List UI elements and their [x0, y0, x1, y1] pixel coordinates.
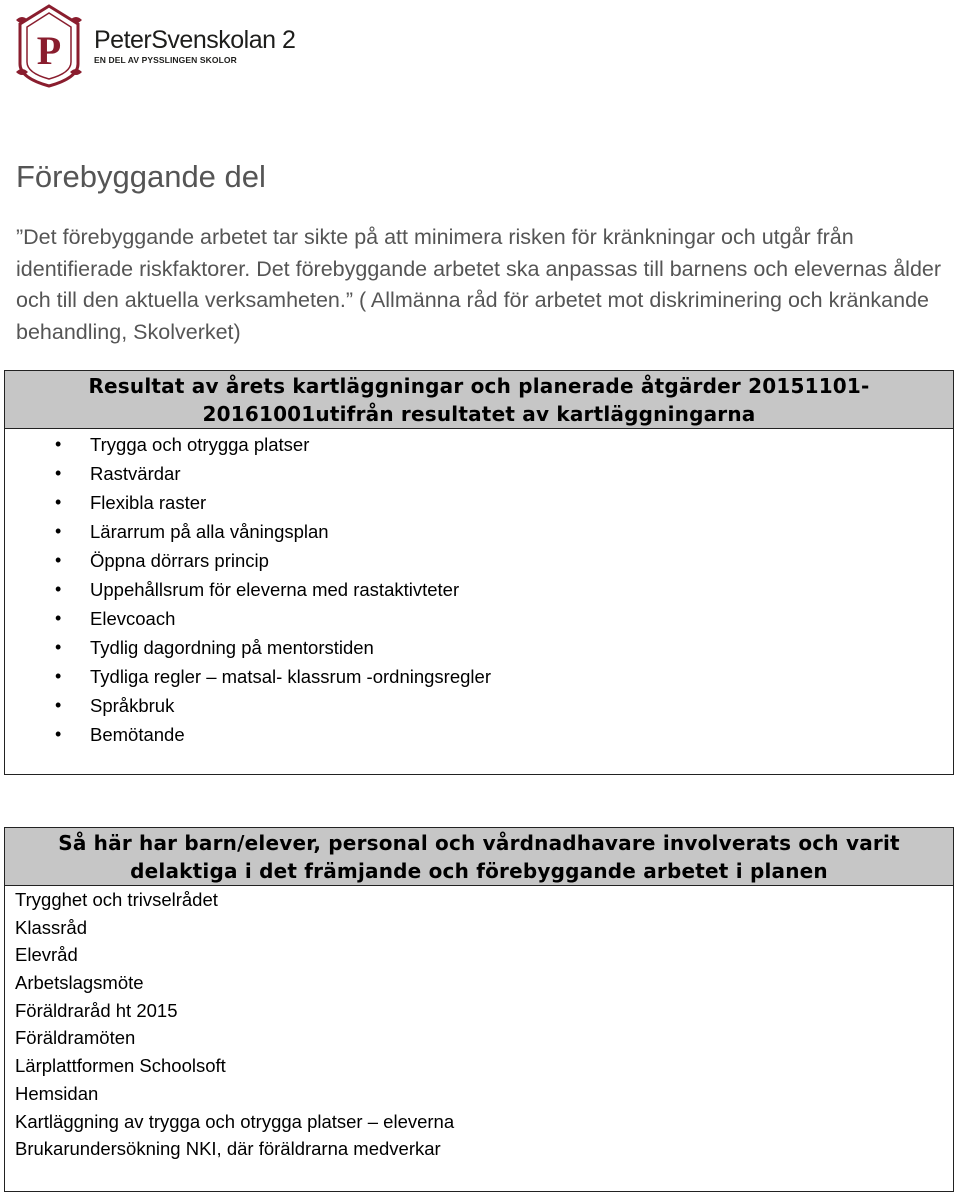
list-item: Trygghet och trivselrådet	[15, 889, 218, 910]
list-item: • Tydlig dagordning på mentorstiden	[5, 633, 491, 662]
bullet-icon: •	[55, 637, 62, 657]
bullet-icon: •	[55, 434, 62, 454]
page-title: Förebyggande del	[16, 159, 266, 194]
bullet-icon: •	[55, 695, 62, 715]
list-item: • Språkbruk	[5, 691, 491, 720]
emblem-icon	[14, 2, 84, 90]
bullet-icon: •	[55, 579, 62, 599]
involvement-list	[15, 886, 454, 1163]
list-item: • Bemötande	[5, 720, 491, 749]
list-item: Elevråd	[15, 944, 78, 966]
school-logo	[14, 2, 304, 90]
list-item: • Tydliga regler – matsal- klassrum -ordningsregler	[5, 662, 491, 691]
list-item: • Elevcoach	[5, 604, 491, 633]
list-item: Hemsidan	[15, 1082, 99, 1104]
list-item: Föräldraråd ht 2015	[15, 999, 178, 1021]
list-item: • Uppehållsrum för eleverna med rastaktivteter	[5, 575, 491, 604]
bullet-icon: •	[55, 463, 62, 483]
list-item: • Rastvärdar	[5, 459, 491, 488]
bullet-icon: •	[55, 521, 62, 541]
results-section	[4, 370, 954, 775]
bullet-icon: •	[55, 550, 62, 570]
list-item: Klassråd	[15, 916, 87, 938]
involvement-section-header: Så här har barn/elever, personal och vårdnadhavare involverats och varit delaktiga i det främjande och förebyggande arbetet i planen	[5, 828, 953, 886]
bullet-icon: •	[55, 666, 62, 686]
involvement-section	[4, 827, 954, 1192]
list-item: Brukarundersökning NKI, där föräldrarna medverkar	[15, 1138, 441, 1160]
list-item: • Öppna dörrars princip	[5, 546, 491, 575]
logo-name: PeterSvenskolan 2	[94, 26, 296, 54]
list-item: Lärplattformen Schoolsoft	[15, 1055, 226, 1077]
list-item: Arbetslagsmöte	[15, 972, 144, 994]
list-item: • Trygga och otrygga platser	[5, 430, 491, 459]
list-item: • Flexibla raster	[5, 488, 491, 517]
results-list	[5, 430, 491, 749]
logo-subtitle: EN DEL AV PYSSLINGEN SKOLOR	[94, 55, 237, 65]
list-item: • Lärarrum på alla våningsplan	[5, 517, 491, 546]
bullet-icon: •	[55, 724, 62, 744]
bullet-icon: •	[55, 492, 62, 512]
intro-quote: ”Det förebyggande arbetet tar sikte på att minimera risken för kränkningar och utgår från identifierade riskfaktorer. Det förebyggande arbetet ska anpassas till barnens och elevernas ålder och till den aktuella verksamheten.” ( Allmänna råd för arbetet mot diskriminering och kränkande behandling, Skolverket)	[16, 225, 942, 344]
emblem-letter: P	[36, 28, 62, 73]
list-item: Föräldramöten	[15, 1027, 136, 1049]
bullet-icon: •	[55, 608, 62, 628]
list-item: Kartläggning av trygga och otrygga platser – eleverna	[15, 1110, 455, 1132]
results-section-header: Resultat av årets kartläggningar och planerade åtgärder 20151101-20161001utifrån resultatet av kartläggningarna	[5, 371, 953, 429]
